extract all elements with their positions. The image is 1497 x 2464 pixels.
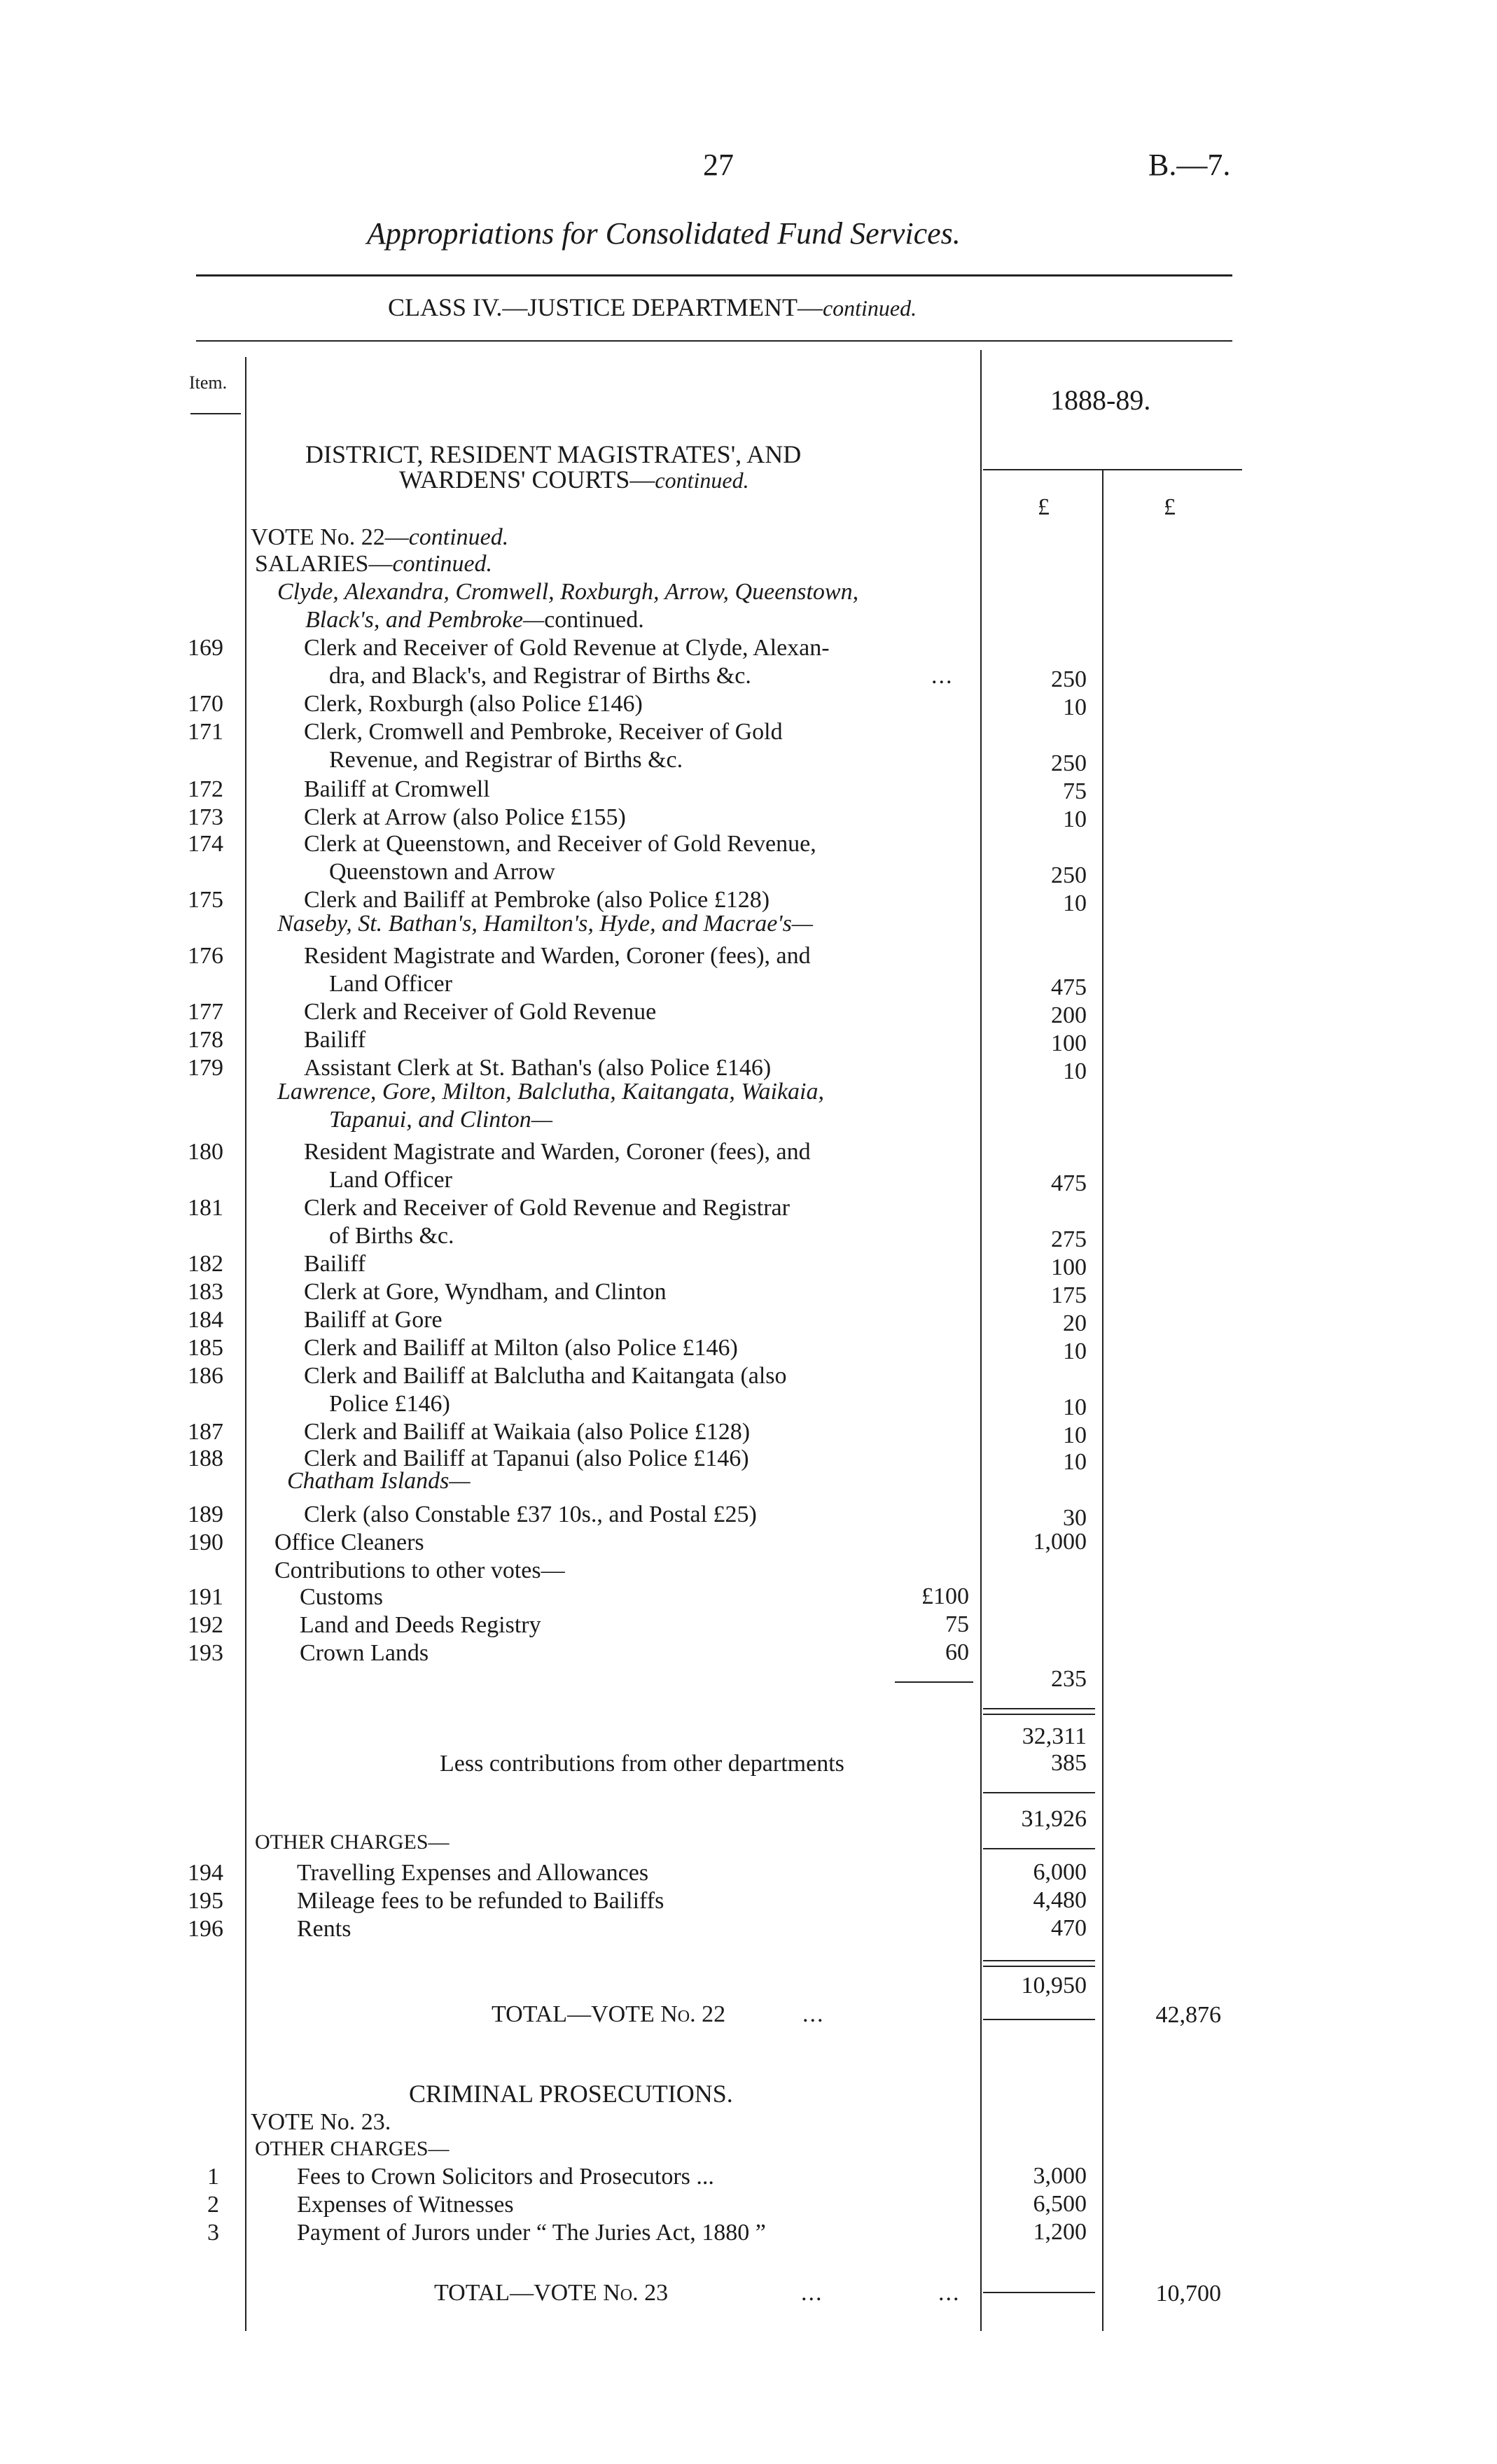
row-amount: 100 (1051, 1030, 1087, 1056)
row-item-number: 174 (188, 831, 223, 857)
criminal-sum-rule (983, 2292, 1095, 2293)
row-amount: 10 (1063, 1394, 1087, 1420)
less-contributions-label: Less contributions from other departments (440, 1751, 844, 1777)
charges-sum: 10,950 (1021, 1973, 1087, 1998)
row-item-number: 170 (188, 691, 223, 717)
row-description: Bailiff (304, 1027, 366, 1053)
document-reference: B.—7. (1148, 148, 1231, 182)
row-description: Clerk, Roxburgh (also Police £146) (304, 691, 643, 717)
amount-sub-divider (1102, 469, 1103, 2331)
contribution-amount: 60 (945, 1639, 969, 1665)
total-vote-22-rule (983, 2019, 1095, 2020)
item-header-rule (190, 413, 241, 414)
criminal-amount: 3,000 (1033, 2163, 1087, 2189)
row-description: Resident Magistrate and Warden, Coroner (fees), and (304, 943, 811, 969)
row-item-number: 189 (188, 1502, 223, 1527)
row-description: Resident Magistrate and Warden, Coroner (fees), and (304, 1139, 811, 1165)
row-description: Clerk and Bailiff at Tapanui (also Police £146) (304, 1446, 749, 1471)
less-contributions-amount: 385 (1051, 1750, 1087, 1776)
row-description: Clerk, Cromwell and Pembroke, Receiver of Gold (304, 719, 783, 745)
row-description: Bailiff at Gore (304, 1307, 443, 1333)
contribution-label: Customs (300, 1584, 384, 1610)
charges-sum-rule-2 (983, 1966, 1095, 1967)
row-amount: 250 (1051, 666, 1087, 692)
title-rule (196, 274, 1232, 276)
row-amount: 475 (1051, 1170, 1087, 1196)
total-vote-22-label: TOTAL—VOTE No. 22 (492, 2001, 726, 2027)
row-amount: 10 (1063, 806, 1087, 832)
contribution-item-number: 191 (188, 1584, 223, 1610)
criminal-label: Fees to Crown Solicitors and Prosecutors ... (297, 2164, 714, 2190)
charge-amount: 4,480 (1033, 1887, 1087, 1913)
row-amount: 20 (1063, 1310, 1087, 1336)
row-description-cont: Revenue, and Registrar of Births &c. (329, 747, 683, 773)
charge-label: Rents (297, 1916, 351, 1942)
row-item-number: 178 (188, 1027, 223, 1053)
row-description-cont: Police £146) (329, 1391, 450, 1417)
row-description: Clerk and Bailiff at Milton (also Police £146) (304, 1335, 738, 1361)
total-vote-23-dots-2: ... (938, 2280, 961, 2306)
vote-22-label: VOTE No. 22—continued. (251, 524, 509, 550)
row-description: Clerk at Gore, Wyndham, and Clinton (304, 1279, 667, 1305)
row-amount: 10 (1063, 890, 1087, 916)
contribution-item-number: 192 (188, 1612, 223, 1638)
row-description-cont: dra, and Black's, and Registrar of Births &c. ... (329, 663, 954, 689)
row-description: Assistant Clerk at St. Bathan's (also Police £146) (304, 1055, 772, 1081)
row-description: Clerk and Receiver of Gold Revenue at Clyde, Alexan- (304, 635, 830, 661)
row-item-number: 181 (188, 1195, 223, 1221)
row-amount: 1,000 (1033, 1529, 1087, 1555)
vote-23-other-charges: OTHER CHARGES— (255, 2137, 450, 2160)
pound-header-2: £ (1164, 494, 1176, 520)
row-item-number: 183 (188, 1279, 223, 1305)
criminal-label: Expenses of Witnesses (297, 2192, 514, 2218)
criminal-item-number: 1 (207, 2164, 219, 2190)
group-heading-clyde: Clyde, Alexandra, Cromwell, Roxburgh, Arrow, Queenstown, (277, 579, 859, 605)
page-title: Appropriations for Consolidated Fund Services. (367, 216, 961, 251)
row-item-number: 180 (188, 1139, 223, 1165)
criminal-label: Payment of Jurors under “ The Juries Act, 1880 ” (297, 2220, 766, 2246)
item-column-divider (245, 357, 246, 2331)
row-amount: 30 (1063, 1505, 1087, 1531)
total-vote-23-dots: ... (801, 2280, 823, 2306)
row-description: Clerk at Arrow (also Police £155) (304, 804, 626, 830)
row-description: Clerk and Receiver of Gold Revenue and Registrar (304, 1195, 790, 1221)
contributions-sum: 235 (1051, 1666, 1087, 1692)
contributions-label: Contributions to other votes— (274, 1558, 565, 1583)
group-heading-lawrence: Lawrence, Gore, Milton, Balclutha, Kaitangata, Waikaia, (277, 1079, 825, 1105)
row-item-number: 188 (188, 1446, 223, 1471)
criminal-amount: 6,500 (1033, 2191, 1087, 2217)
criminal-item-number: 3 (207, 2220, 219, 2246)
row-item-number: 177 (188, 999, 223, 1025)
section-title-line1: DISTRICT, RESIDENT MAGISTRATES', AND (305, 440, 802, 468)
charge-amount: 6,000 (1033, 1859, 1087, 1885)
row-description: Clerk and Bailiff at Waikaia (also Police £128) (304, 1419, 751, 1445)
salaries-label: SALARIES—continued. (255, 551, 493, 577)
row-description: Clerk and Bailiff at Pembroke (also Police £128) (304, 887, 770, 913)
row-item-number: 186 (188, 1363, 223, 1389)
row-amount: 475 (1051, 974, 1087, 1000)
charge-amount: 470 (1051, 1915, 1087, 1941)
table-top-rule (196, 340, 1232, 342)
contributions-sum-rule (895, 1681, 973, 1683)
row-amount: 275 (1051, 1226, 1087, 1252)
year-header-rule (983, 469, 1242, 470)
contribution-amount: 75 (945, 1611, 969, 1637)
row-amount: 10 (1063, 1422, 1087, 1448)
row-amount: 10 (1063, 1058, 1087, 1084)
year-column-header: 1888-89. (1050, 384, 1151, 416)
criminal-prosecutions-title: CRIMINAL PROSECUTIONS. (409, 2080, 733, 2108)
row-description-cont: Land Officer (329, 1167, 452, 1193)
row-description: Office Cleaners (274, 1530, 424, 1555)
criminal-amount: 1,200 (1033, 2219, 1087, 2245)
row-item-number: 185 (188, 1335, 223, 1361)
charge-item-number: 195 (188, 1888, 223, 1914)
row-item-number: 176 (188, 943, 223, 969)
total-vote-23-label: TOTAL—VOTE No. 23 (434, 2280, 669, 2306)
group-heading-lawrence-cont: Tapanui, and Clinton— (329, 1107, 552, 1133)
net-rule (983, 1792, 1095, 1793)
row-description: Bailiff (304, 1251, 366, 1277)
item-column-header: Item. (189, 372, 228, 393)
row-amount: 75 (1063, 778, 1087, 804)
contribution-item-number: 193 (188, 1640, 223, 1666)
row-description-cont: Queenstown and Arrow (329, 859, 555, 885)
other-charges-rule (983, 1848, 1095, 1849)
charge-label: Mileage fees to be refunded to Bailiffs (297, 1888, 664, 1914)
row-amount: 200 (1051, 1002, 1087, 1028)
gross-subtotal: 32,311 (1022, 1723, 1087, 1749)
charges-sum-rule (983, 1960, 1095, 1961)
row-amount: 10 (1063, 1449, 1087, 1475)
row-amount: 100 (1051, 1254, 1087, 1280)
row-item-number: 184 (188, 1307, 223, 1333)
row-item-number: 182 (188, 1251, 223, 1277)
row-item-number: 179 (188, 1055, 223, 1081)
gross-rule-2 (983, 1714, 1095, 1715)
row-description: Clerk and Bailiff at Balclutha and Kaitangata (also (304, 1363, 787, 1389)
contribution-amount: £100 (921, 1583, 969, 1609)
row-description: Bailiff at Cromwell (304, 776, 490, 802)
row-item-number: 190 (188, 1530, 223, 1555)
group-heading-clyde-cont: Black's, and Pembroke—continued. (305, 607, 644, 633)
row-item-number: 171 (188, 719, 223, 745)
charge-label: Travelling Expenses and Allowances (297, 1860, 649, 1886)
amount-column-divider (980, 350, 982, 2331)
row-item-number: 175 (188, 887, 223, 913)
row-item-number: 172 (188, 776, 223, 802)
row-description-cont: of Births &c. (329, 1223, 454, 1249)
group-heading-chatham: Chatham Islands— (287, 1468, 471, 1494)
charge-item-number: 194 (188, 1860, 223, 1886)
group-heading-naseby: Naseby, St. Bathan's, Hamilton's, Hyde, and Macrae's— (277, 911, 814, 937)
class-heading: CLASS IV.—JUSTICE DEPARTMENT—continued. (388, 293, 917, 321)
other-charges-label: OTHER CHARGES— (255, 1830, 450, 1854)
row-amount: 175 (1051, 1282, 1087, 1308)
row-description: Clerk at Queenstown, and Receiver of Gold Revenue, (304, 831, 816, 857)
page-number: 27 (703, 148, 734, 182)
total-vote-23-amount: 10,700 (1155, 2281, 1221, 2306)
section-title-line2: WARDENS' COURTS—continued. (399, 465, 749, 493)
row-item-number: 169 (188, 635, 223, 661)
contribution-label: Land and Deeds Registry (300, 1612, 541, 1638)
contribution-label: Crown Lands (300, 1640, 429, 1666)
criminal-item-number: 2 (207, 2192, 219, 2218)
row-amount: 250 (1051, 862, 1087, 888)
row-description: Clerk and Receiver of Gold Revenue (304, 999, 657, 1025)
row-description-cont: Land Officer (329, 971, 452, 997)
total-vote-22-amount: 42,876 (1155, 2002, 1221, 2028)
row-item-number: 173 (188, 804, 223, 830)
total-vote-22-dots: ... (802, 2001, 825, 2027)
row-amount: 250 (1051, 750, 1087, 776)
pound-header-1: £ (1038, 494, 1050, 520)
net-subtotal: 31,926 (1021, 1806, 1087, 1832)
vote-23-label: VOTE No. 23. (251, 2109, 391, 2135)
row-description: Clerk (also Constable £37 10s., and Postal £25) (304, 1502, 757, 1527)
row-amount: 10 (1063, 694, 1087, 720)
row-item-number: 187 (188, 1419, 223, 1445)
row-amount: 10 (1063, 1338, 1087, 1364)
charge-item-number: 196 (188, 1916, 223, 1942)
gross-rule (983, 1708, 1095, 1709)
